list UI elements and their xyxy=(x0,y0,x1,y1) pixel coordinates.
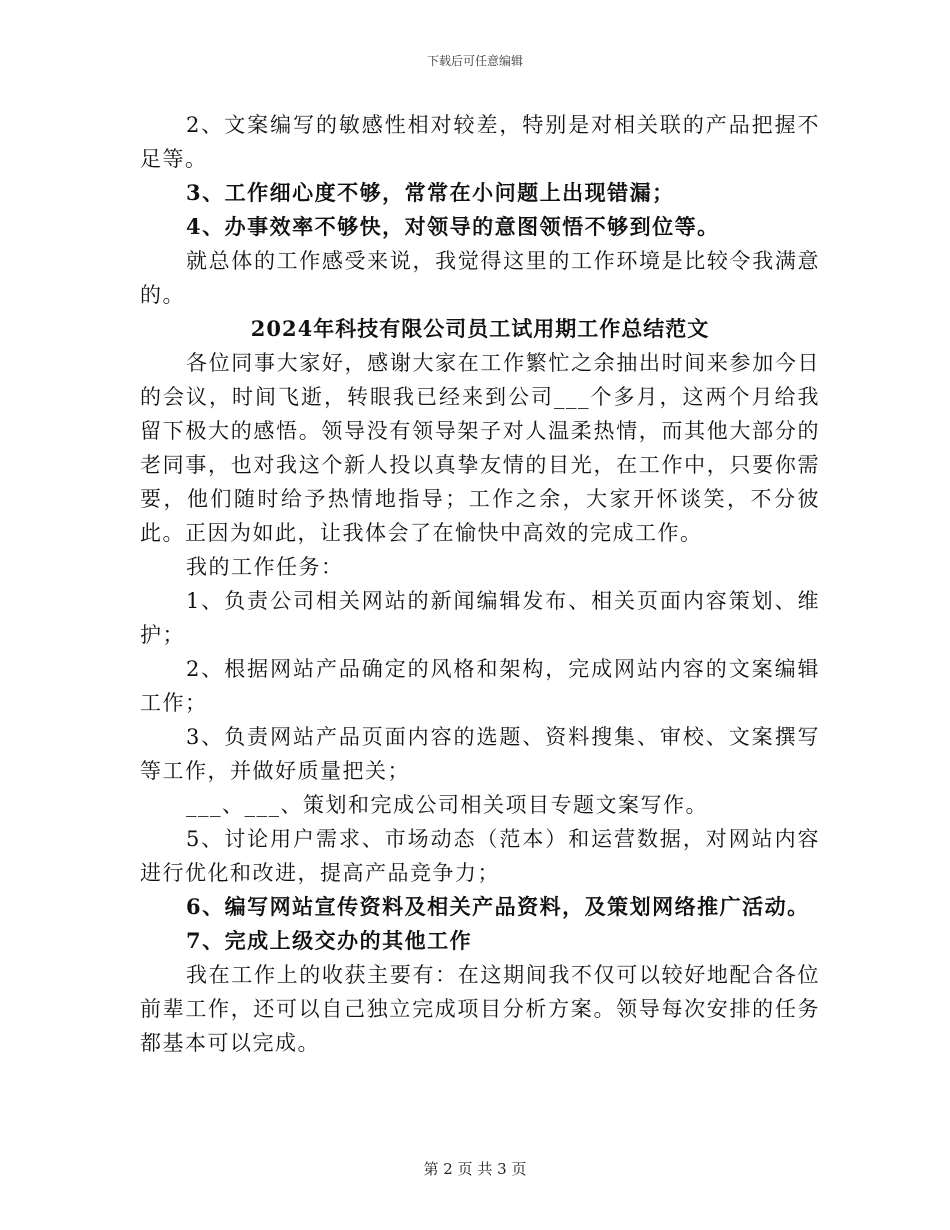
task-item-3: 3、负责网站产品页面内容的选题、资料搜集、审校、文案撰写等工作，并做好质量把关； xyxy=(140,725,820,783)
paragraph-1: 2、文案编写的敏感性相对较差，特别是对相关联的产品把握不足等。 xyxy=(140,113,820,171)
paragraph-4: 就总体的工作感受来说，我觉得这里的工作环境是比较令我满意的。 xyxy=(140,249,820,307)
task-item-6: 6、编写网站宣传资料及相关产品资料，及策划网络推广活动。 xyxy=(186,894,810,919)
task-item-1: 1、负责公司相关网站的新闻编辑发布、相关页面内容策划、维护； xyxy=(140,589,820,647)
paragraph-2: 3、工作细心度不够，常常在小问题上出现错漏； xyxy=(186,180,675,205)
document-title: 2024年科技有限公司员工试用期工作总结范文 xyxy=(250,316,710,341)
task-item-5: 5、讨论用户需求、市场动态（范本）和运营数据，对网站内容进行优化和改进，提高产品竞争力； xyxy=(140,827,820,885)
body-paragraph-tasks-heading: 我的工作任务： xyxy=(186,555,344,579)
page-header: 下载后可任意编辑 xyxy=(426,54,523,68)
task-item-2: 2、根据网站产品确定的风格和架构，完成网站内容的文案编辑工作； xyxy=(140,657,820,715)
body-paragraph-intro: 各位同事大家好，感谢大家在工作繁忙之余抽出时间来参加今日的会议，时间飞逝，转眼我已经来到公司___个多月，这两个月给我留下极大的感悟。领导没有领导架子对人温柔热情，而其他大部分的老同事，也对我这个新人投以真挚友情的目光，在工作中，只要你需要，他们随时给予热情地指导；工作之余，大家开怀谈笑，不分彼此。正因为如此，让我体会了在愉快中高效的完成工作。 xyxy=(140,351,820,545)
body-paragraph-gains: 我在工作上的收获主要有：在这期间我不仅可以较好地配合各位前辈工作，还可以自己独立完成项目分析方案。领导每次安排的任务都基本可以完成。 xyxy=(140,963,820,1055)
page-footer: 第 2 页 共 3 页 xyxy=(423,1160,527,1178)
document-body xyxy=(140,108,820,1060)
task-item-7: 7、完成上级交办的其他工作 xyxy=(186,928,473,953)
paragraph-3: 4、办事效率不够快，对领导的意图领悟不够到位等。 xyxy=(186,214,720,239)
task-item-4: ___、___、策划和完成公司相关项目专题文案写作。 xyxy=(186,793,708,817)
